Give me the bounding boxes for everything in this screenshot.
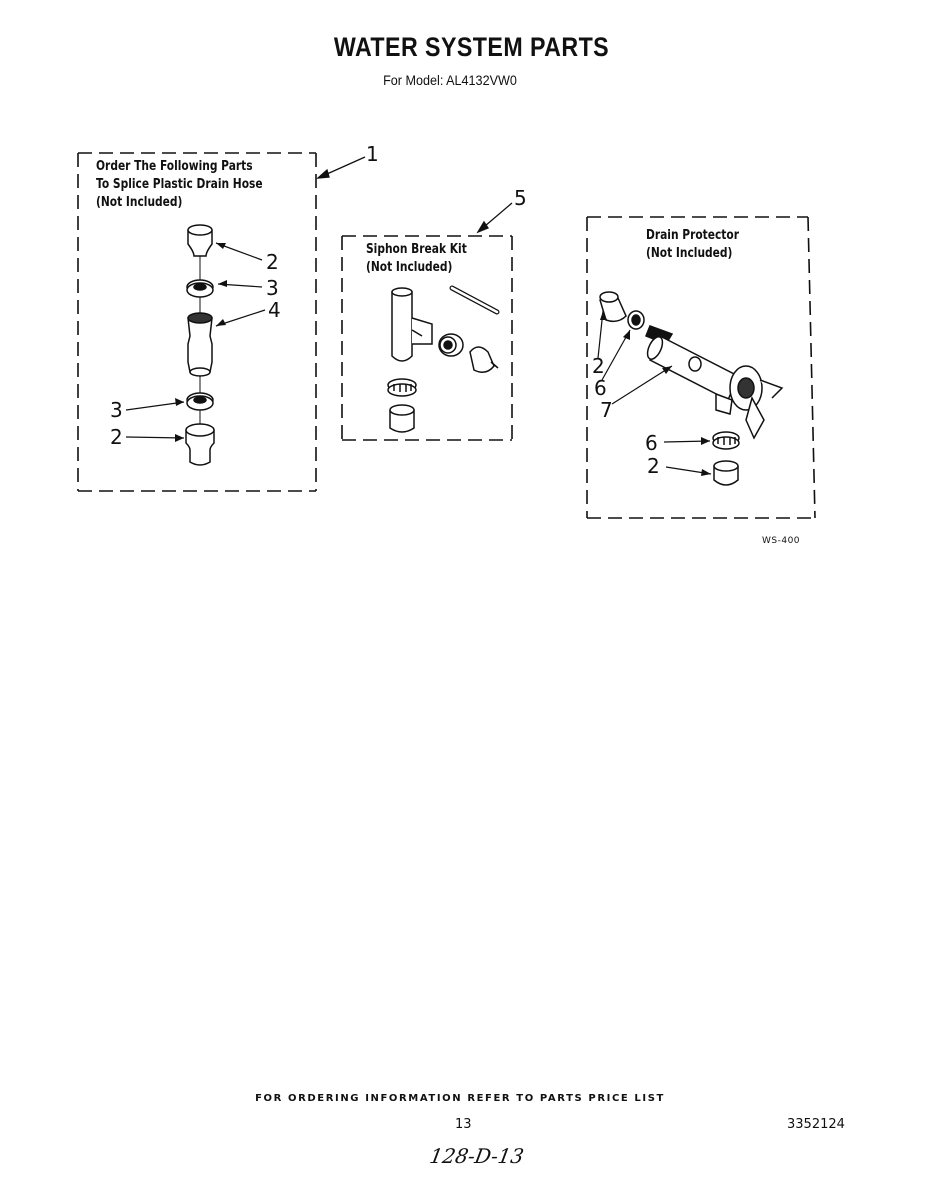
page-title: WATER SYSTEM PARTS bbox=[333, 32, 610, 62]
callout-7: 7 bbox=[600, 398, 613, 422]
splice-parts-drawing bbox=[186, 225, 214, 465]
drain-protector-drawing bbox=[600, 292, 782, 485]
callout-6-lower: 6 bbox=[645, 431, 658, 455]
siphon-break-kit-label: Siphon Break Kit (Not Included) bbox=[366, 242, 467, 275]
siphon-break-kit-drawing bbox=[388, 288, 498, 432]
page-number: 13 bbox=[455, 1117, 472, 1132]
model-subtitle: For Model: AL4132VW0 bbox=[383, 72, 517, 88]
callout-2-bottom: 2 bbox=[110, 425, 123, 449]
callout-3-bottom: 3 bbox=[110, 398, 123, 422]
callout-4: 4 bbox=[268, 298, 281, 322]
callout-5: 5 bbox=[514, 186, 527, 210]
splice-parts-label: Order The Following Parts To Splice Plastic Drain Hose (Not Included) bbox=[96, 159, 263, 210]
callout-2-top: 2 bbox=[266, 250, 279, 274]
callout-1: 1 bbox=[366, 142, 379, 166]
handwritten-note: 128-D-13 bbox=[427, 1144, 526, 1168]
figure-code: WS-400 bbox=[762, 536, 801, 546]
drain-protector-label: Drain Protector (Not Included) bbox=[646, 228, 739, 261]
callout-2-drain: 2 bbox=[592, 354, 605, 378]
document-number: 3352124 bbox=[787, 1117, 845, 1132]
callout-6-drain: 6 bbox=[594, 376, 607, 400]
ordering-note: FOR ORDERING INFORMATION REFER TO PARTS PRICE LIST bbox=[255, 1093, 665, 1104]
callout-2-lower: 2 bbox=[647, 454, 660, 478]
callout-3-top: 3 bbox=[266, 276, 279, 300]
